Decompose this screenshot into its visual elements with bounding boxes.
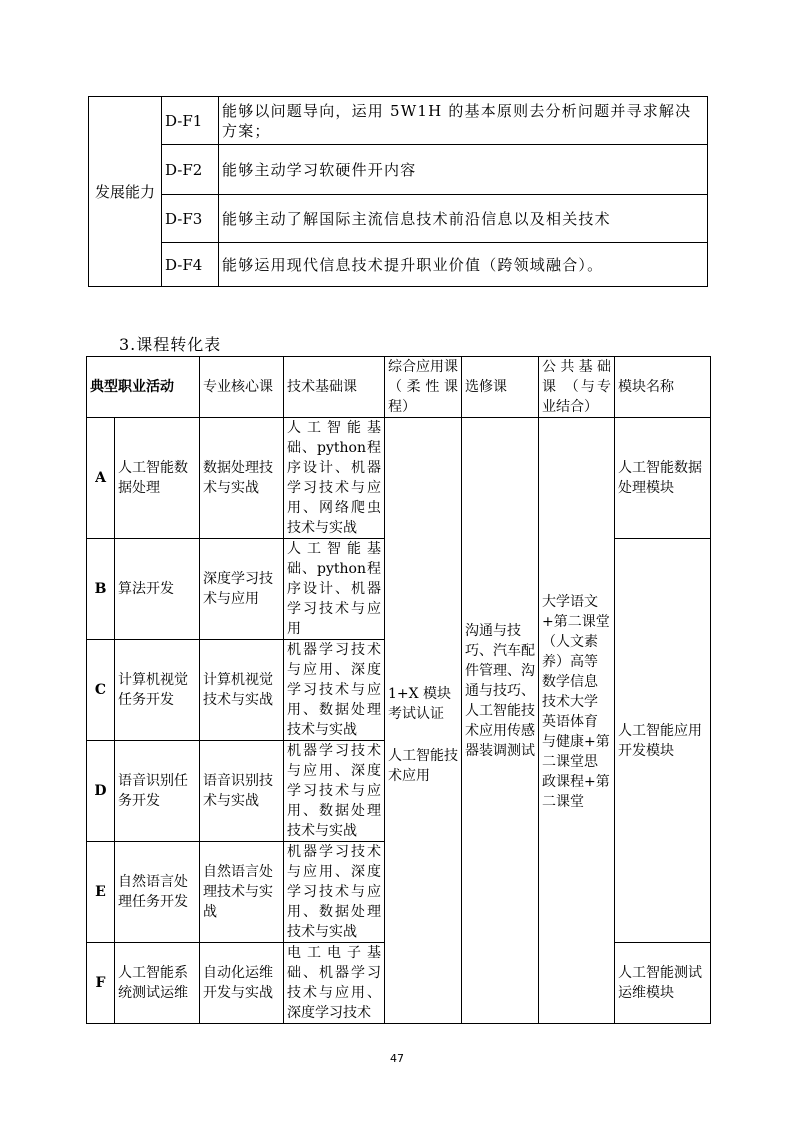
core-course-cell: 自然语言处理技术与实战	[200, 842, 284, 943]
ability-description: 能够主动学习软硬件开内容	[219, 145, 708, 195]
basic-course-cell: 人工智能基础、python程序设计、机器学习技术与应用、网络爬虫技术与实战	[284, 418, 385, 539]
ability-description: 能够运用现代信息技术提升职业价值（跨领域融合）。	[219, 243, 708, 287]
core-course-cell: 自动化运维开发与实战	[200, 943, 284, 1024]
activity-cell: 算法开发	[115, 539, 200, 640]
core-course-cell: 计算机视觉技术与实战	[200, 640, 284, 741]
core-course-cell: 数据处理技术与实战	[200, 418, 284, 539]
module-name-cell: 人工智能应用开发模块	[615, 539, 711, 943]
module-name-cell: 人工智能数据处理模块	[615, 418, 711, 539]
header-activity: 典型职业活动	[87, 357, 200, 418]
activity-cell: 自然语言处理任务开发	[115, 842, 200, 943]
header-module-name: 模块名称	[615, 357, 711, 418]
ability-category: 发展能力	[89, 97, 162, 287]
activity-cell: 人工智能系统测试运维	[115, 943, 200, 1024]
ability-description: 能够以问题导向，运用 5W1H 的基本原则去分析问题并寻求解决方案；	[219, 97, 708, 145]
basic-course-cell: 人工智能基础、python程序设计、机器学习技术与应用	[284, 539, 385, 640]
header-core-course: 专业核心课	[200, 357, 284, 418]
ability-code: D-F1	[162, 97, 219, 145]
row-letter: F	[87, 943, 115, 1024]
activity-cell: 人工智能数据处理	[115, 418, 200, 539]
elective-course-cell: 沟通与技巧、汽车配件管理、沟通与技巧、人工智能技术应用传感器装调测试	[462, 418, 539, 1024]
basic-course-cell: 机器学习技术与应用、深度学习技术与应用、数据处理技术与实战	[284, 640, 385, 741]
ability-code: D-F3	[162, 195, 219, 243]
applied-course-text: 人工智能技术应用	[388, 748, 458, 784]
activity-cell: 计算机视觉任务开发	[115, 640, 200, 741]
activity-cell: 语音识别任务开发	[115, 741, 200, 842]
row-letter: B	[87, 539, 115, 640]
basic-course-cell: 机器学习技术与应用、深度学习技术与应用、数据处理技术与实战	[284, 741, 385, 842]
header-basic-course: 技术基础课	[284, 357, 385, 418]
ability-table	[88, 96, 708, 287]
basic-course-cell: 电工电子基础、机器学习技术与应用、深度学习技术	[284, 943, 385, 1024]
row-letter: D	[87, 741, 115, 842]
ability-description: 能够主动了解国际主流信息技术前沿信息以及相关技术	[219, 195, 708, 243]
header-elective-course: 选修课	[462, 357, 539, 418]
row-letter: E	[87, 842, 115, 943]
page-number: 47	[390, 1052, 404, 1065]
core-course-cell: 语音识别技术与实战	[200, 741, 284, 842]
course-conversion-table	[86, 356, 711, 1024]
section-title: 3.课程转化表	[119, 335, 222, 354]
module-name-cell: 人工智能测试运维模块	[615, 943, 711, 1024]
header-applied-course: 综合应用课（柔性课程）	[385, 357, 462, 418]
row-letter: A	[87, 418, 115, 539]
basic-course-cell: 机器学习技术与应用、深度学习技术与应用、数据处理技术与实战	[284, 842, 385, 943]
header-public-course: 公共基础课 （与专业结合）	[539, 357, 615, 418]
public-course-cell: 大学语文+第二课堂（人文素养）高等数学信息技术大学英语体育与健康+第二课堂思政课程+第二课堂	[539, 418, 615, 1024]
applied-course-text: 1+X 模块考试认证	[388, 686, 452, 722]
ability-code: D-F4	[162, 243, 219, 287]
applied-course-cell	[385, 418, 462, 1024]
ability-code: D-F2	[162, 145, 219, 195]
row-letter: C	[87, 640, 115, 741]
core-course-cell: 深度学习技术与应用	[200, 539, 284, 640]
